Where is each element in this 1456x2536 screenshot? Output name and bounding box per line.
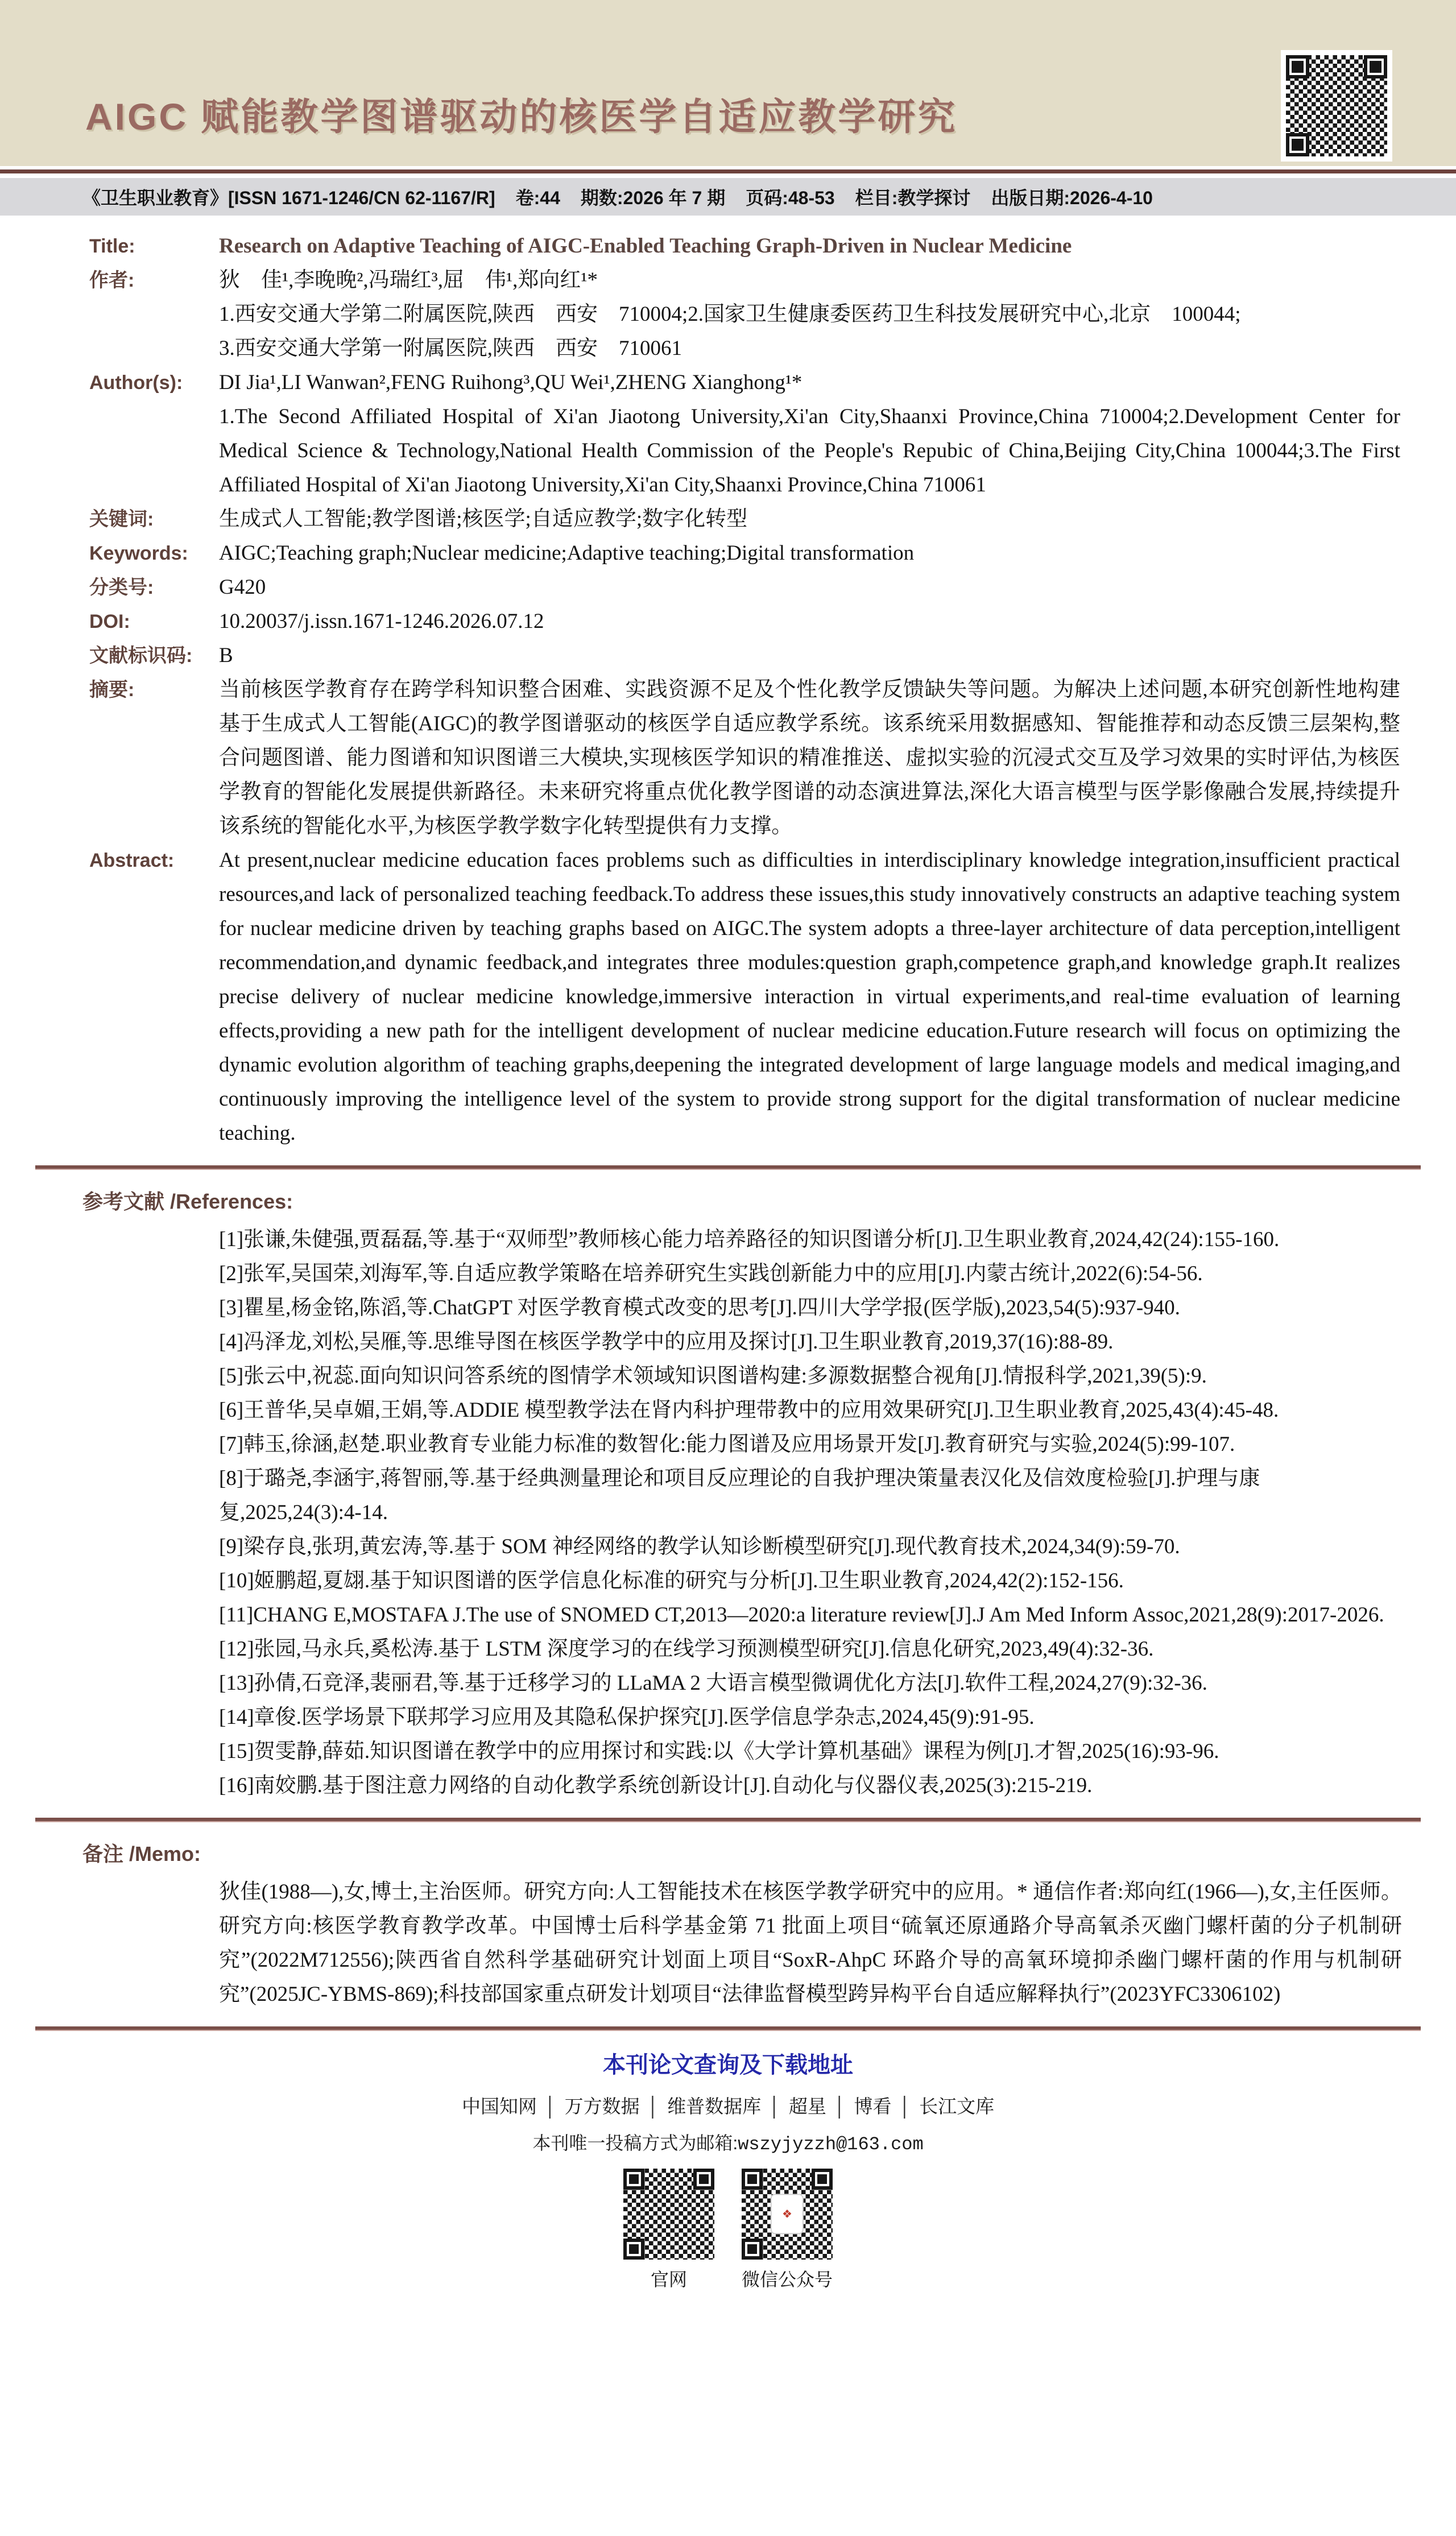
reference-item: [13]孙倩,石竞泽,裴丽君,等.基于迁移学习的 LLaMA 2 大语言模型微调优化方法[J].软件工程,2024,27(9):32-36. [219,1672,1207,1695]
article-title-cn: AIGC 赋能教学图谱驱动的核医学自适应教学研究 [85,96,958,138]
meta-row-doi [0,605,1456,639]
qr-finder-icon [812,2169,833,2190]
article-qr-code [1281,50,1392,162]
footer [0,2047,1456,2291]
qr-wechat-block [739,2166,835,2291]
reference-item: [1]张谦,朱健强,贾磊磊,等.基于“双师型”教师核心能力培养路径的知识图谱分析[J].卫生职业教育,2024,42(24):155-160. [219,1228,1280,1251]
submission-prefix: 本刊唯一投稿方式为邮箱: [532,2133,738,2153]
header-divider [0,169,1456,173]
reference-item: [3]瞿星,杨金铭,陈滔,等.ChatGPT 对医学教育模式改变的思考[J].四川大学学报(医学版),2023,54(5):937-940. [219,1296,1180,1319]
meta-row-keywords-en [0,536,1456,570]
journal-logo-icon: ❖ [771,2194,804,2234]
references-heading: 参考文献 /References: [82,1190,293,1213]
affiliations-en: 1.The Second Affiliated Hospital of Xi'an Jiaotong University,Xi'an City,Shaanxi Province,China 710004;2.Development Center for Medical Science & Technology,National Health Commission of the People's Repubic of China,Beijing City,China 100044;3.The First Affiliated Hospital of Xi'an Jiaotong University,Xi'an City,Shaanxi Province,China 710061 [219,405,1400,497]
qr-finder-icon [623,2169,644,2190]
footer-qr-row [0,2166,1456,2291]
database-name: 维普数据库 [667,2096,762,2117]
abstract-en-label: Abstract: [89,850,175,871]
memo-text: 狄佳(1988—),女,博士,主治医师。研究方向:人工智能技术在核医学教学研究中的应用。* 通信作者:郑向红(1966—),女,主任医师。研究方向:核医学教育教学改革。中国博士后科学基金第 71 批面上项目“硫氧还原通路介导高氧杀灭幽门螺杆菌的分子机制研究”(2022M712556);陕西省自然科学基础研究计划面上项目“SoxR-AhpC 环路介导的高氧环境抑杀幽门螺杆菌的作用与机制研究”(2025JC-YBMS-869);科技部国家重点研发计划项目“法律监督模型跨异构平台自适应解释执行”(2023YFC3306102) [219,1880,1402,2006]
qr-finder-icon [623,2239,644,2260]
journal-name-issn: 《卫生职业教育》[ISSN 1671-1246/CN 62-1167/R] [82,188,495,208]
authors-en-label: Author(s): [89,372,183,394]
abstract-en: At present,nuclear medicine education faces problems such as difficulties in interdisciplinary knowledge integration,insufficient practical resources,and lack of personalized teaching feedback.To address these issues,this study innovatively constructs an adaptive teaching system for nuclear medicine driven by teaching graphs based on AIGC.The system adopts a three-layer architecture of data perception,intelligent recommendation,and dynamic feedback,and integrates three modules:question graph,competence graph,and knowledge graph.It realizes precise delivery of nuclear medicine knowledge,immersive interaction in virtual experiments,and real-time evaluation of learning effects,providing a new path for the intelligent development of nuclear medicine education.Future research will focus on optimizing the dynamic evolution algorithm of teaching graphs,deepening the integrated development of large language models and medical imaging,and continuously improving the intelligence level of the system to provide strong support for the digital transformation of nuclear medicine teaching. [219,849,1400,1145]
reference-item: [5]张云中,祝蕊.面向知识问答系统的图情学术领域知识图谱构建:多源数据整合视角[J].情报科学,2021,39(5):9. [219,1364,1207,1388]
reference-item: [6]王普华,吴卓媚,王娟,等.ADDIE 模型教学法在肾内科护理带教中的应用效果研究[J].卫生职业教育,2025,43(4):45-48. [219,1399,1279,1422]
memo-heading: 备注 /Memo: [82,1842,201,1865]
database-name: 长江文库 [919,2096,995,2117]
meta-row-document-code [0,639,1456,673]
meta-row-abstract-en [0,843,1456,1151]
document-code-label: 文献标识码: [89,645,193,667]
reference-item: [14]章俊.医学场景下联邦学习应用及其隐私保护探究[J].医学信息学杂志,2024,45(9):91-95. [219,1706,1035,1729]
doi-label: DOI: [89,611,130,632]
article-title-en: Research on Adaptive Teaching of AIGC-Enabled Teaching Graph-Driven in Nuclear Medicine [219,234,1072,258]
reference-item: [7]韩玉,徐涵,赵楚.职业教育专业能力标准的数智化:能力图谱及应用场景开发[J].教育研究与实验,2024(5):99-107. [219,1433,1235,1456]
database-name: 万方数据 [564,2096,640,2117]
affiliation-cn-line1: 1.西安交通大学第二附属医院,陕西 西安 710004;2.国家卫生健康委医药卫生科技发展研究中心,北京 100044; [219,303,1241,326]
qr-code-icon [1286,55,1387,156]
title-label: Title: [89,235,135,257]
doi-value: 10.20037/j.issn.1671-1246.2026.07.12 [219,610,544,633]
reference-item: [16]南姣鹏.基于图注意力网络的自动化教学系统创新设计[J].自动化与仪器仪表,2025(3):215-219. [219,1774,1093,1797]
site-qr-code [621,2166,717,2262]
qr-site-block [621,2166,717,2291]
qr-site-caption: 官网 [650,2269,687,2290]
footer-database-list [0,2092,1456,2119]
reference-item: [9]梁存良,张玥,黄宏涛,等.基于 SOM 神经网络的教学认知诊断模型研究[J].现代教育技术,2024,34(9):59-70. [219,1535,1180,1558]
reference-item: [15]贺雯静,薛茹.知识图谱在教学中的应用探讨和实践:以《大学计算机基础》课程为例[J].才智,2025(16):93-96. [219,1740,1219,1763]
classification-code: G420 [219,576,266,599]
journal-pubdate: 出版日期:2026-4-10 [991,188,1153,208]
reference-item: [10]姬鹏超,夏翃.基于知识图谱的医学信息化标准的研究与分析[J].卫生职业教育,2024,42(2):152-156. [219,1569,1124,1592]
keywords-cn-label: 关键词: [89,508,154,530]
abstract-cn: 当前核医学教育存在跨学科知识整合困难、实践资源不足及个性化教学反馈缺失等问题。为解决上述问题,本研究创新性地构建基于生成式人工智能(AIGC)的教学图谱驱动的核医学自适应教学系统。该系统采用数据感知、智能推荐和动态反馈三层架构,整合问题图谱、能力图谱和知识图谱三大模块,实现核医学知识的精准推送、虚拟实验的沉浸式交互及学习效果的实时评估,为核医学教育的智能化发展提供新路径。未来研究将重点优化教学图谱的动态演进算法,深化大语言模型与医学影像融合发展,持续提升该系统的智能化水平,为核医学教学数字化转型提供有力支撑。 [219,678,1400,838]
metadata-block [0,216,1456,1151]
abstract-cn-label: 摘要: [89,679,135,701]
submission-line [0,2129,1456,2155]
submission-email: wszyjyzzh@163.com [738,2134,924,2155]
authors-cn: 狄 佳¹,李晚晚²,冯瑞红³,屈 伟¹,郑向红¹* [219,268,598,292]
qr-finder-icon [742,2239,763,2260]
wechat-qr-code [739,2166,835,2262]
qr-wechat-caption: 微信公众号 [741,2269,833,2290]
qr-finder-icon [1286,55,1309,78]
footer-download-heading: 本刊论文查询及下载地址 [603,2053,853,2078]
page-header [0,0,1456,166]
qr-code-icon [742,2169,833,2260]
meta-row-authors-cn [0,263,1456,366]
qr-code-icon [623,2169,714,2260]
qr-finder-icon [693,2169,714,2190]
keywords-en-label: Keywords: [89,543,188,564]
separator-bar: │ [769,2096,781,2117]
journal-column: 栏目:教学探讨 [855,188,971,208]
reference-item: [11]CHANG E,MOSTAFA J.The use of SNOMED CT,2013—2020:a literature review[J].J Am Med Inform Assoc,2021,28(9):2017-2026. [219,1603,1384,1627]
separator-bar: │ [544,2096,557,2117]
keywords-cn: 生成式人工智能;教学图谱;核医学;自适应教学;数字化转型 [219,507,748,531]
qr-finder-icon [1286,133,1309,156]
meta-row-title [0,229,1456,263]
authors-cn-label: 作者: [89,270,135,291]
document-code: B [219,644,233,667]
meta-row-authors-en [0,366,1456,502]
references-divider [35,1165,1421,1170]
qr-finder-icon [1364,55,1387,78]
journal-volume: 卷:44 [515,188,560,208]
qr-finder-icon [742,2169,763,2190]
affiliation-cn-line2: 3.西安交通大学第一附属医院,陕西 西安 710061 [219,337,682,360]
journal-issue: 期数:2026 年 7 期 [580,188,726,208]
keywords-en: AIGC;Teaching graph;Nuclear medicine;Adaptive teaching;Digital transformation [219,541,915,565]
memo-divider [35,1818,1421,1822]
reference-item: [8]于璐尧,李涵宇,蒋智丽,等.基于经典测量理论和项目反应理论的自我护理决策量表汉化及信效度检验[J].护理与康复,2025,24(3):4-14. [219,1467,1260,1524]
journal-info-bar [0,178,1456,216]
reference-item: [12]张园,马永兵,奚松涛.基于 LSTM 深度学习的在线学习预测模型研究[J].信息化研究,2023,49(4):32-36. [219,1637,1154,1661]
separator-bar: │ [899,2096,912,2117]
separator-bar: │ [647,2096,660,2117]
meta-row-abstract-cn [0,673,1456,843]
footer-divider [35,2026,1421,2031]
classification-label: 分类号: [89,577,154,598]
authors-en: DI Jia¹,LI Wanwan²,FENG Ruihong³,QU Wei¹,ZHENG Xianghong¹* [219,371,803,394]
reference-item: [2]张军,吴国荣,刘海军,等.自适应教学策略在培养研究生实践创新能力中的应用[J].内蒙古统计,2022(6):54-56. [219,1262,1203,1285]
meta-row-keywords-cn [0,502,1456,536]
database-name: 中国知网 [461,2096,537,2117]
meta-row-classification [0,570,1456,605]
database-name: 博看 [854,2096,892,2117]
separator-bar: │ [834,2096,846,2117]
journal-pages: 页码:48-53 [746,188,835,208]
database-name: 超星 [788,2096,826,2117]
references-list [219,1223,1402,1803]
reference-item: [4]冯泽龙,刘松,吴雁,等.思维导图在核医学教学中的应用及探讨[J].卫生职业教育,2019,37(16):88-89. [219,1330,1114,1354]
